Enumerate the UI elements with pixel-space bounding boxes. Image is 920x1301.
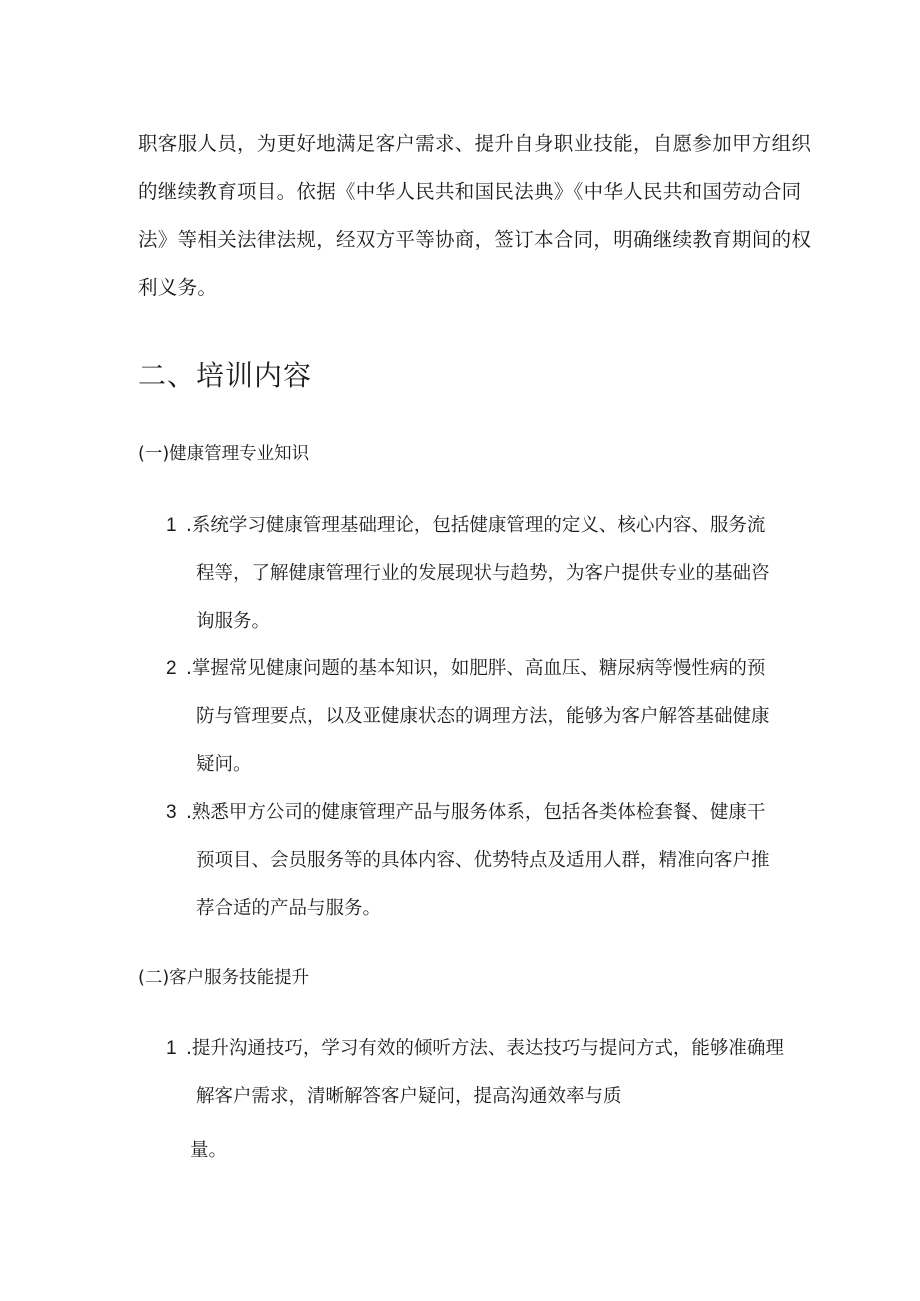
item-line-tail: 量。	[190, 1140, 228, 1161]
item-number: 3	[166, 802, 177, 823]
intro-line: 职客服人员，为更好地满足客户需求、提升自身职业技能，自愿参加甲方组织	[138, 132, 812, 155]
intro-line: 的继续教育项目。依据《中华人民共和国民法典》《中华人民共和国劳动合同	[138, 180, 802, 203]
item-line: 荐合适的产品与服务。	[196, 898, 382, 919]
item-line: 程等，了解健康管理行业的发展现状与趋势，为客户提供专业的基础咨	[196, 563, 770, 584]
item-line: 防与管理要点，以及亚健康状态的调理方法，能够为客户解答基础健康	[196, 706, 770, 727]
subsection-heading: (一)健康管理专业知识	[138, 444, 310, 464]
intro-paragraph	[138, 120, 812, 312]
item-line: .提升沟通技巧，学习有效的倾听方法、表达技巧与提问方式，能够准确理	[186, 1038, 784, 1059]
item-line: 疑问。	[196, 754, 252, 775]
intro-line: 法》等相关法律法规，经双方平等协商，签订本合同，明确继续教育期间的权	[138, 228, 812, 251]
list-item	[160, 502, 800, 646]
list-item	[160, 1025, 800, 1161]
intro-line: 利义务。	[138, 276, 218, 299]
item-number: 1	[166, 1038, 177, 1059]
item-line: 预项目、会员服务等的具体内容、优势特点及适用人群，精准向客户推	[196, 850, 770, 871]
item-line: 解客户需求，清晰解答客户疑问，提高沟通效率与质	[196, 1086, 622, 1107]
list-item	[160, 789, 800, 933]
section-heading: 二、培训内容	[138, 359, 313, 392]
list-item	[160, 645, 800, 789]
item-line: 询服务。	[196, 611, 271, 632]
item-line: .掌握常见健康问题的基本知识，如肥胖、高血压、糖尿病等慢性病的预	[186, 658, 766, 679]
subsection-heading: (二)客户服务技能提升	[138, 968, 310, 988]
item-number: 2	[166, 658, 177, 679]
item-line: .熟悉甲方公司的健康管理产品与服务体系，包括各类体检套餐、健康干	[186, 802, 766, 823]
item-line: .系统学习健康管理基础理论，包括健康管理的定义、核心内容、服务流	[186, 515, 766, 536]
item-number: 1	[166, 515, 177, 536]
